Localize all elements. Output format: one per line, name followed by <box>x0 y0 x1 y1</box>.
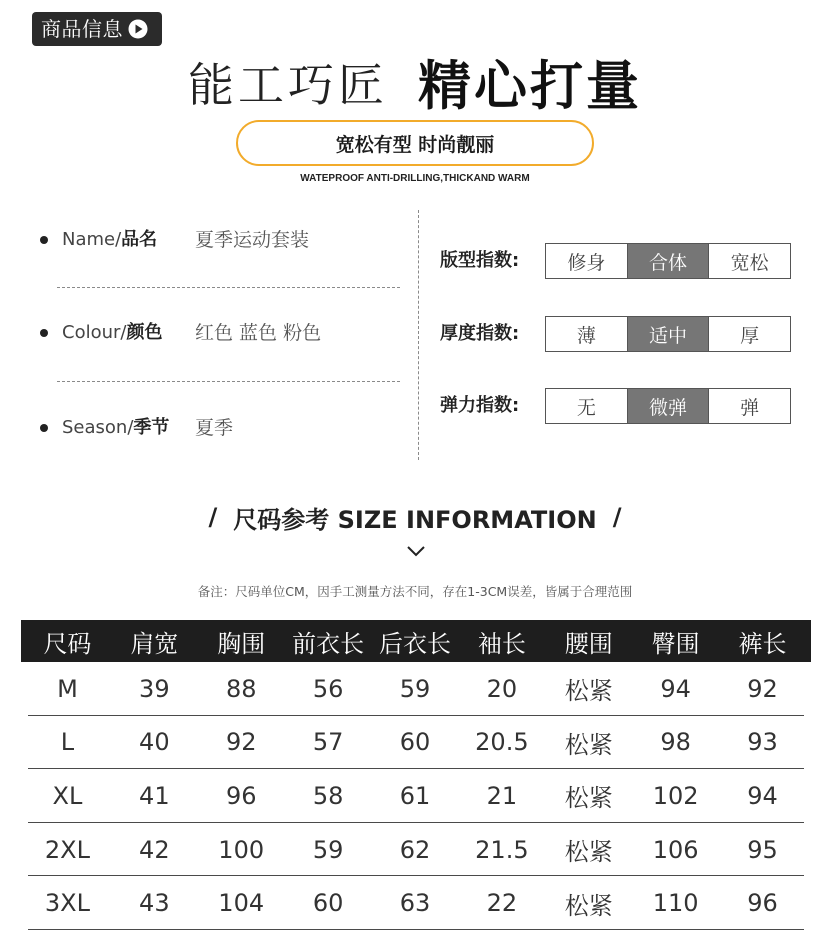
table-cell: 56 <box>312 674 344 703</box>
column-header: 后衣长 <box>378 629 451 658</box>
table-cell: 21 <box>486 781 518 810</box>
index-option: 微弹 <box>627 389 709 423</box>
attribute-label-en: Name/ <box>62 229 122 250</box>
table-cell: 20.5 <box>475 728 529 757</box>
table-cell: 40 <box>139 728 170 757</box>
size-note: 备注：尺码单位CM，因手工测量方法不同，存在1-3CM误差，皆属于合理范围 <box>197 584 633 599</box>
table-cell: 41 <box>139 781 170 810</box>
subtitle: WATEPROOF ANTI-DRILLING,THICKAND WARM <box>300 173 530 184</box>
section-badge <box>32 12 162 46</box>
headline-bold: 精心打量 <box>418 56 642 117</box>
table-cell: 松紧 <box>564 784 613 813</box>
table-cell: XL <box>52 781 83 810</box>
table-cell: 59 <box>399 674 431 703</box>
bullet-dot-icon <box>40 329 48 337</box>
attribute-label-cn: 颜色 <box>126 322 163 343</box>
bullet-dot-icon <box>40 424 48 432</box>
column-header: 臀围 <box>651 629 700 658</box>
index-option: 无 <box>576 396 596 419</box>
table-cell: 61 <box>399 781 431 810</box>
table-cell: 98 <box>660 728 691 757</box>
dashed-divider <box>57 381 400 382</box>
column-header: 腰围 <box>564 629 613 658</box>
table-cell: 96 <box>747 889 778 918</box>
index-option: 厚 <box>708 317 790 351</box>
table-cell: 92 <box>747 674 778 703</box>
index-scale <box>545 243 791 279</box>
headline <box>0 50 830 117</box>
table-row <box>24 662 806 716</box>
column-header: 前衣长 <box>292 629 365 658</box>
index-scale <box>545 316 791 352</box>
chevron-down-icon <box>406 545 426 558</box>
table-cell: 60 <box>312 889 344 918</box>
table-cell: 96 <box>225 781 257 810</box>
index-option: 合体 <box>627 244 709 278</box>
table-cell: L <box>60 728 75 757</box>
table-row <box>24 769 806 823</box>
table-cell: 松紧 <box>564 891 613 920</box>
index-option: 适中 <box>627 317 709 351</box>
column-header: 尺码 <box>43 629 92 658</box>
attribute-label <box>62 226 157 254</box>
table-cell: 43 <box>139 889 170 918</box>
table-cell: 22 <box>486 889 518 918</box>
table-cell: 92 <box>225 728 257 757</box>
table-cell: 62 <box>399 835 431 864</box>
table-cell: 58 <box>312 781 344 810</box>
attribute-value: 红色 蓝色 粉色 <box>195 322 322 344</box>
table-row <box>24 823 806 877</box>
attribute-label <box>62 414 169 442</box>
table-cell: 39 <box>139 674 170 703</box>
index-label: 版型指数: <box>440 250 520 271</box>
attribute-label-cn: 季节 <box>133 417 170 438</box>
play-circle-icon <box>128 19 148 39</box>
table-cell: 57 <box>312 728 344 757</box>
table-cell: 59 <box>312 835 344 864</box>
dashed-divider <box>57 287 400 288</box>
table-cell: 2XL <box>44 835 90 864</box>
table-cell: 94 <box>660 674 691 703</box>
attribute-label <box>62 319 162 347</box>
table-cell: 3XL <box>44 889 90 918</box>
attribute-label-en: Colour/ <box>62 322 127 343</box>
table-row <box>24 716 806 770</box>
headline-light: 能工巧匠 <box>188 58 388 112</box>
table-row <box>24 876 806 930</box>
size-table-header <box>21 620 811 662</box>
table-cell: M <box>57 674 78 703</box>
column-header: 袖长 <box>477 629 526 658</box>
index-scale <box>545 388 791 424</box>
table-cell: 94 <box>747 781 778 810</box>
attribute-label-en: Season/ <box>62 417 134 438</box>
attribute-row-season <box>38 414 408 442</box>
column-header: 肩宽 <box>130 629 179 658</box>
table-cell: 松紧 <box>564 730 613 759</box>
table-cell: 93 <box>747 728 778 757</box>
index-option: 薄 <box>576 324 596 347</box>
attribute-value: 夏季 <box>195 417 234 439</box>
table-cell: 95 <box>747 835 778 864</box>
index-label: 弹力指数: <box>440 395 520 416</box>
table-cell: 102 <box>652 781 699 810</box>
bullet-dot-icon <box>40 236 48 244</box>
attribute-row-name <box>38 226 408 254</box>
thickness-index-row <box>440 316 791 352</box>
table-cell: 110 <box>652 889 699 918</box>
table-cell: 60 <box>399 728 431 757</box>
attribute-value: 夏季运动套装 <box>195 229 310 251</box>
vertical-dashed-divider <box>418 210 419 460</box>
size-title: 尺码参考 SIZE INFORMATION <box>233 505 597 534</box>
index-option: 弹 <box>708 389 790 423</box>
table-cell: 42 <box>139 835 170 864</box>
title-slash-right: / <box>612 503 622 531</box>
size-section-title <box>0 500 830 534</box>
table-cell: 松紧 <box>564 838 613 867</box>
tagline-pill: 宽松有型 时尚靓丽 <box>236 120 594 166</box>
index-label: 厚度指数: <box>440 323 520 344</box>
badge-label: 商品信息 <box>41 17 123 41</box>
table-cell: 100 <box>218 835 265 864</box>
index-option: 修身 <box>567 251 606 274</box>
table-cell: 104 <box>218 889 265 918</box>
elasticity-index-row <box>440 388 791 424</box>
attribute-row-colour <box>38 319 408 347</box>
table-cell: 松紧 <box>564 677 613 706</box>
table-cell: 21.5 <box>475 835 529 864</box>
title-slash-left: / <box>208 503 218 531</box>
column-header: 胸围 <box>217 629 266 658</box>
column-header: 裤长 <box>738 629 787 658</box>
size-table-body <box>24 662 806 930</box>
attribute-label-cn: 品名 <box>121 229 158 250</box>
table-cell: 88 <box>225 674 257 703</box>
index-option: 宽松 <box>708 244 790 278</box>
table-cell: 63 <box>399 889 431 918</box>
fit-index-row <box>440 243 791 279</box>
table-cell: 20 <box>486 674 518 703</box>
table-cell: 106 <box>652 835 699 864</box>
